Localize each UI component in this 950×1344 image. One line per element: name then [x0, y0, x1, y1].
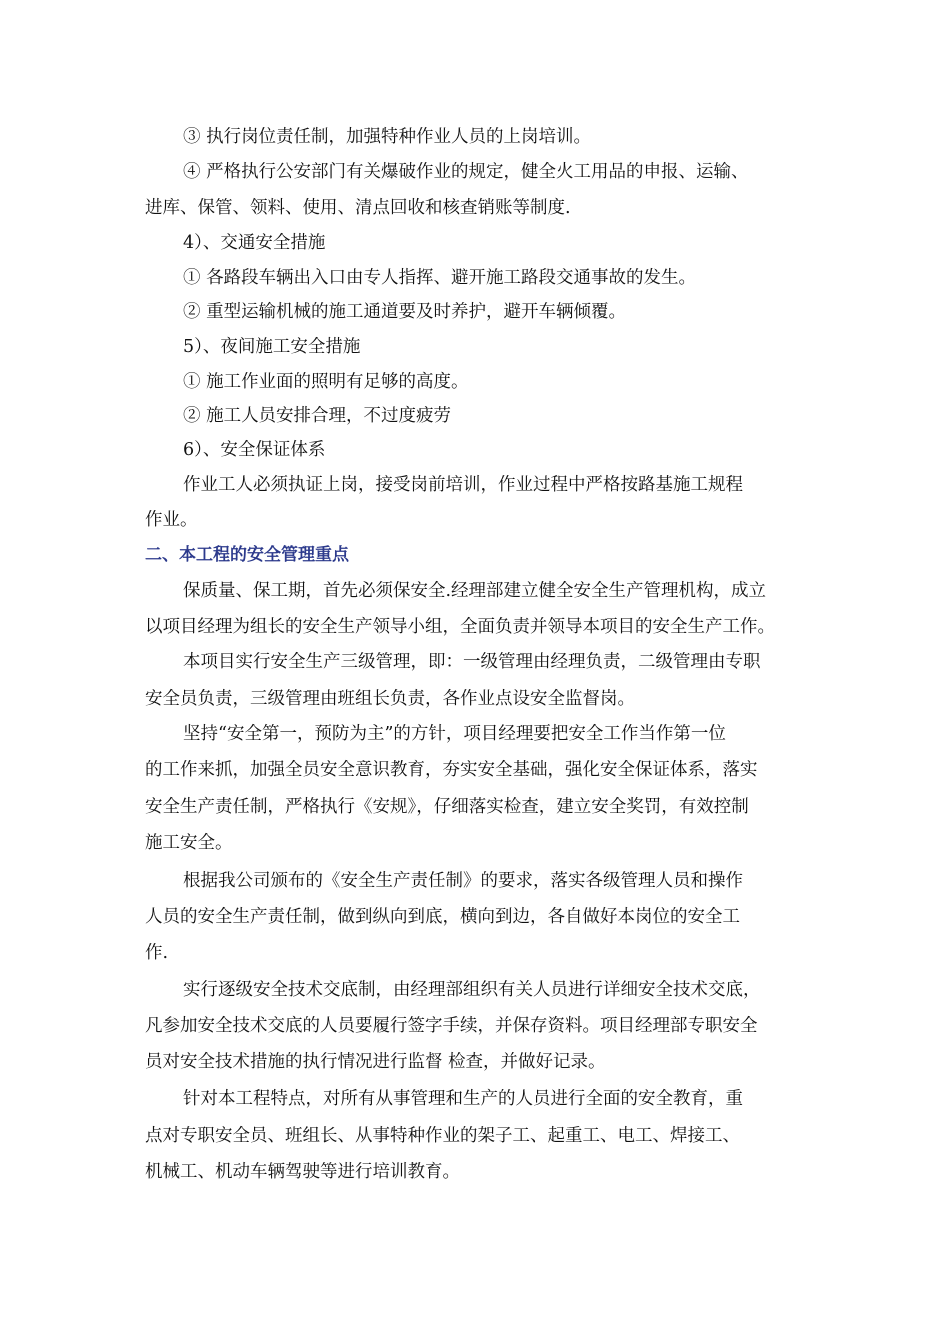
text-line: 安全生产责任制，严格执行《安规》，仔细落实检查，建立安全奖罚，有效控制: [145, 797, 749, 817]
section-heading: 二、本工程的安全管理重点: [145, 545, 349, 565]
text-line: 实行逐级安全技术交底制，由经理部组织有关人员进行详细安全技术交底，: [183, 980, 761, 1000]
text-line: 保质量、保工期，首先必须保安全.经理部建立健全安全生产管理机构，成立: [183, 581, 767, 601]
text-line: 作业工人必须执证上岗，接受岗前培训，作业过程中严格按路基施工规程: [183, 475, 743, 495]
section-subheading: 4）、交通安全措施: [183, 233, 326, 253]
text-line: ② 重型运输机械的施工通道要及时养护，避开车辆倾覆。: [183, 302, 627, 322]
text-line: 作.: [145, 943, 169, 963]
text-line: 针对本工程特点，对所有从事管理和生产的人员进行全面的安全教育，重: [183, 1089, 743, 1109]
text-line: 员对安全技术措施的执行情况进行监督 检查，并做好记录。: [145, 1052, 606, 1072]
text-line: ② 施工人员安排合理，不过度疲劳: [183, 406, 452, 426]
text-line: 凡参加安全技术交底的人员要履行签字手续，并保存资料。项目经理部专职安全: [145, 1016, 758, 1036]
text-line: ④ 严格执行公安部门有关爆破作业的规定，健全火工用品的申报、运输、: [183, 162, 749, 182]
text-line: 点对专职安全员、班组长、从事特种作业的架子工、起重工、电工、焊接工、: [145, 1126, 740, 1146]
text-line: 作业。: [145, 510, 198, 530]
text-line: 坚持“安全第一，预防为主”的方针，项目经理要把安全工作当作第一位: [183, 724, 726, 744]
text-line: 的工作来抓，加强全员安全意识教育，夯实安全基础，强化安全保证体系，落实: [145, 760, 758, 780]
text-line: 根据我公司颁布的《安全生产责任制》的要求，落实各级管理人员和操作: [183, 871, 743, 891]
text-line: ① 各路段车辆出入口由专人指挥、避开施工路段交通事故的发生。: [183, 268, 697, 288]
text-line: 以项目经理为组长的安全生产领导小组，全面负责并领导本项目的安全生产工作。: [145, 617, 775, 637]
text-line: 本项目实行安全生产三级管理，即：一级管理由经理负责，二级管理由专职: [183, 652, 761, 672]
text-line: 机械工、机动车辆驾驶等进行培训教育。: [145, 1162, 460, 1182]
text-line: 人员的安全生产责任制，做到纵向到底，横向到边，各自做好本岗位的安全工: [145, 907, 740, 927]
text-line: 安全员负责，三级管理由班组长负责，各作业点设安全监督岗。: [145, 689, 635, 709]
text-line: 施工安全。: [145, 833, 233, 853]
text-line: ① 施工作业面的照明有足够的高度。: [183, 372, 469, 392]
section-subheading: 5）、夜间施工安全措施: [183, 337, 361, 357]
text-line: 进库、保管、领料、使用、清点回收和核查销账等制度.: [145, 198, 571, 218]
text-line: ③ 执行岗位责任制，加强特种作业人员的上岗培训。: [183, 127, 592, 147]
section-subheading: 6）、安全保证体系: [183, 440, 326, 460]
